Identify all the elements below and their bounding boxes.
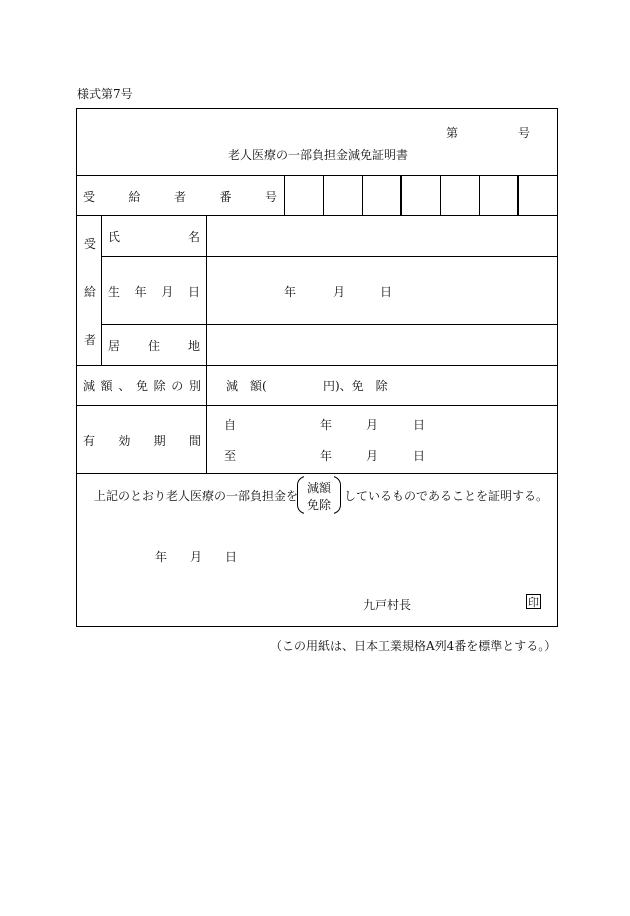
- digit-box-divider: [284, 175, 285, 215]
- rule-under-name: [101, 256, 558, 257]
- recipient-group-char: 者: [84, 333, 97, 347]
- validity-from-day: 日: [413, 418, 426, 432]
- validity-to-month: 月: [366, 449, 379, 463]
- digit-box-divider: [440, 175, 441, 215]
- birthdate-day: 日: [380, 285, 393, 299]
- reduction-value-prefix: 減 額(: [226, 379, 267, 393]
- footnote: （この用紙は、日本工業規格A列4番を標準とする。）: [270, 639, 557, 653]
- label-char: 別: [188, 379, 201, 393]
- label-char: 年: [134, 285, 147, 299]
- label-char: の: [171, 379, 184, 393]
- address-label: [108, 337, 200, 354]
- validity-from-month: 月: [366, 418, 379, 432]
- number-suffix: 号: [518, 126, 531, 140]
- label-char: 効: [118, 434, 131, 448]
- rule-under-title: [76, 175, 558, 176]
- label-char: 有: [83, 434, 96, 448]
- label-char: 給: [128, 190, 141, 204]
- label-char: 額: [100, 379, 113, 393]
- number-prefix: 第: [446, 126, 459, 140]
- validity-to-label: 至: [224, 449, 237, 463]
- label-char: 期: [153, 434, 166, 448]
- recipient-number-label: [83, 188, 277, 205]
- certificate-title: 老人医療の一部負担金減免証明書: [228, 148, 409, 162]
- certificate-frame: [76, 108, 558, 627]
- label-char: 地: [187, 339, 200, 353]
- option-reduce: 減額: [306, 481, 331, 495]
- seal-char: 印: [528, 595, 539, 609]
- option-exempt: 免除: [306, 498, 331, 512]
- digit-box-divider: [362, 175, 363, 215]
- label-char: 月: [161, 285, 174, 299]
- form-number: 様式第7号: [77, 87, 133, 101]
- label-char: 免: [135, 379, 148, 393]
- label-char: 生: [108, 285, 121, 299]
- seal-box: [526, 594, 541, 609]
- label-char: 番: [219, 190, 232, 204]
- digit-box-divider-bold: [517, 175, 519, 215]
- validity-to-year: 年: [320, 449, 333, 463]
- validity-from-year: 年: [320, 418, 333, 432]
- birthdate-month: 月: [333, 285, 346, 299]
- rule-under-address: [76, 365, 558, 366]
- certification-text-before: 上記のとおり老人医療の一部負担金を: [94, 489, 299, 503]
- label-char: 居: [108, 339, 121, 353]
- issue-date-day: 日: [225, 550, 238, 564]
- rule-recipient-group: [101, 215, 102, 365]
- label-char: 住: [147, 339, 160, 353]
- label-char: 間: [188, 434, 201, 448]
- rule-label-column: [206, 215, 207, 473]
- label-char: 日: [187, 285, 200, 299]
- validity-label: [83, 432, 201, 449]
- certification-text-after: しているものであることを証明する。: [344, 489, 549, 503]
- issue-date-month: 月: [190, 550, 203, 564]
- recipient-group-char: 受: [84, 237, 97, 251]
- rule-under-reduction: [76, 405, 558, 406]
- birthdate-label: [108, 283, 200, 300]
- label-char: 受: [83, 190, 96, 204]
- rule-under-recipient-number: [76, 215, 558, 216]
- issuer-name: 九戸村長: [363, 598, 412, 612]
- validity-to-day: 日: [413, 449, 426, 463]
- label-char: 、: [118, 379, 131, 393]
- rule-under-birthdate: [101, 324, 558, 325]
- birthdate-year: 年: [284, 285, 297, 299]
- rule-under-validity: [76, 473, 558, 474]
- reduction-value-suffix: 円)、免 除: [323, 379, 388, 393]
- reduction-type-label: [83, 377, 201, 394]
- validity-from-label: 自: [224, 418, 237, 432]
- issue-date-year: 年: [155, 550, 168, 564]
- label-char: 号: [264, 190, 277, 204]
- name-label: [108, 228, 200, 245]
- label-char: 者: [173, 190, 186, 204]
- digit-box-divider: [323, 175, 324, 215]
- brace-gap: [304, 475, 334, 478]
- digit-box-divider: [479, 175, 480, 215]
- label-char: 氏: [108, 230, 121, 244]
- digit-box-divider-bold: [400, 175, 402, 215]
- label-char: 減: [83, 379, 96, 393]
- label-char: 除: [153, 379, 166, 393]
- label-char: 名: [187, 230, 200, 244]
- recipient-group-char: 給: [84, 285, 97, 299]
